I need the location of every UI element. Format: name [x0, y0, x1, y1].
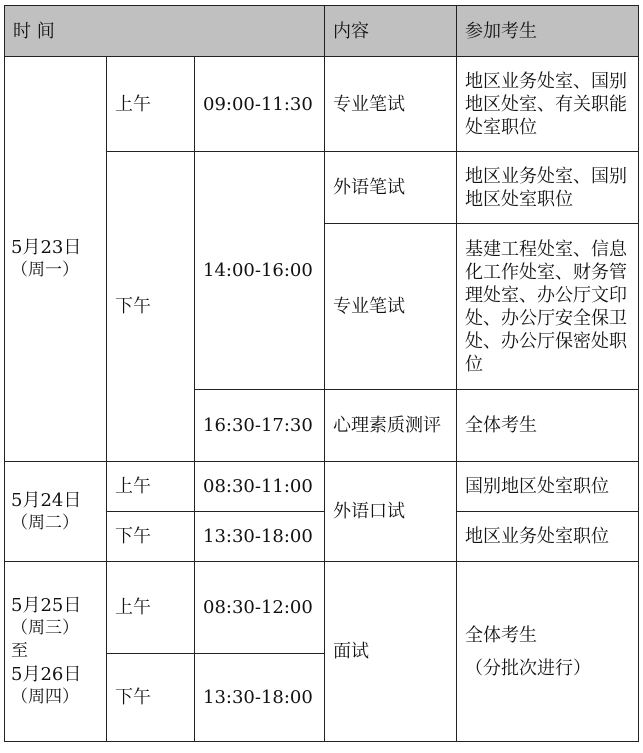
candidates-cell: 全体考生 [457, 390, 639, 462]
period-pm: 下午 [107, 654, 195, 742]
date-cell-may23 [5, 57, 107, 462]
exam-content: 专业笔试 [325, 57, 457, 152]
date-cell-may24 [5, 462, 107, 562]
weekday-label: （周二） [11, 512, 79, 533]
candidates-cell: 地区业务处室、国别地区处室职位 [457, 152, 639, 224]
date-cell-may25-26 [5, 562, 107, 742]
candidates-note: （分批次进行） [465, 657, 591, 679]
time-slot: 13:30-18:00 [195, 512, 325, 562]
header-content: 内容 [325, 6, 457, 57]
exam-content: 外语口试 [325, 462, 457, 562]
date-label: 5月23日 [11, 237, 82, 258]
date-label: 5月26日 [11, 664, 82, 685]
exam-schedule-table [4, 5, 639, 742]
table-row [5, 57, 639, 152]
candidates-cell: 基建工程处室、信息化工作处室、财务管理处室、办公厅文印处、办公厅安全保卫处、办公厅保密处职位 [457, 224, 639, 390]
period-am: 上午 [107, 562, 195, 654]
exam-content: 外语笔试 [325, 152, 457, 224]
header-candidates: 参加考生 [457, 6, 639, 57]
candidates-text: 全体考生 [465, 624, 537, 646]
header-row [5, 6, 639, 57]
header-time: 时 间 [5, 6, 325, 57]
period-am: 上午 [107, 57, 195, 152]
exam-content: 面试 [325, 562, 457, 742]
date-label: 5月25日 [11, 595, 82, 616]
candidates-cell: 国别地区处室职位 [457, 462, 639, 512]
table-row [5, 562, 639, 654]
exam-content: 专业笔试 [325, 224, 457, 390]
time-slot: 09:00-11:30 [195, 57, 325, 152]
period-pm: 下午 [107, 512, 195, 562]
candidates-cell [457, 562, 639, 742]
time-slot: 16:30-17:30 [195, 390, 325, 462]
exam-content: 心理素质测评 [325, 390, 457, 462]
time-slot: 14:00-16:00 [195, 152, 325, 390]
weekday-label: （周四） [11, 687, 79, 707]
table-row [5, 462, 639, 512]
period-pm: 下午 [107, 152, 195, 462]
candidates-cell: 地区业务处室职位 [457, 512, 639, 562]
time-slot: 08:30-12:00 [195, 562, 325, 654]
to-label: 至 [11, 641, 28, 661]
date-label: 5月24日 [11, 489, 82, 511]
time-slot: 13:30-18:00 [195, 654, 325, 742]
time-slot: 08:30-11:00 [195, 462, 325, 512]
candidates-cell: 地区业务处室、国别地区处室、有关职能处室职位 [457, 57, 639, 152]
weekday-label: （周一） [11, 260, 79, 280]
weekday-label: （周三） [11, 618, 79, 638]
period-am: 上午 [107, 462, 195, 512]
